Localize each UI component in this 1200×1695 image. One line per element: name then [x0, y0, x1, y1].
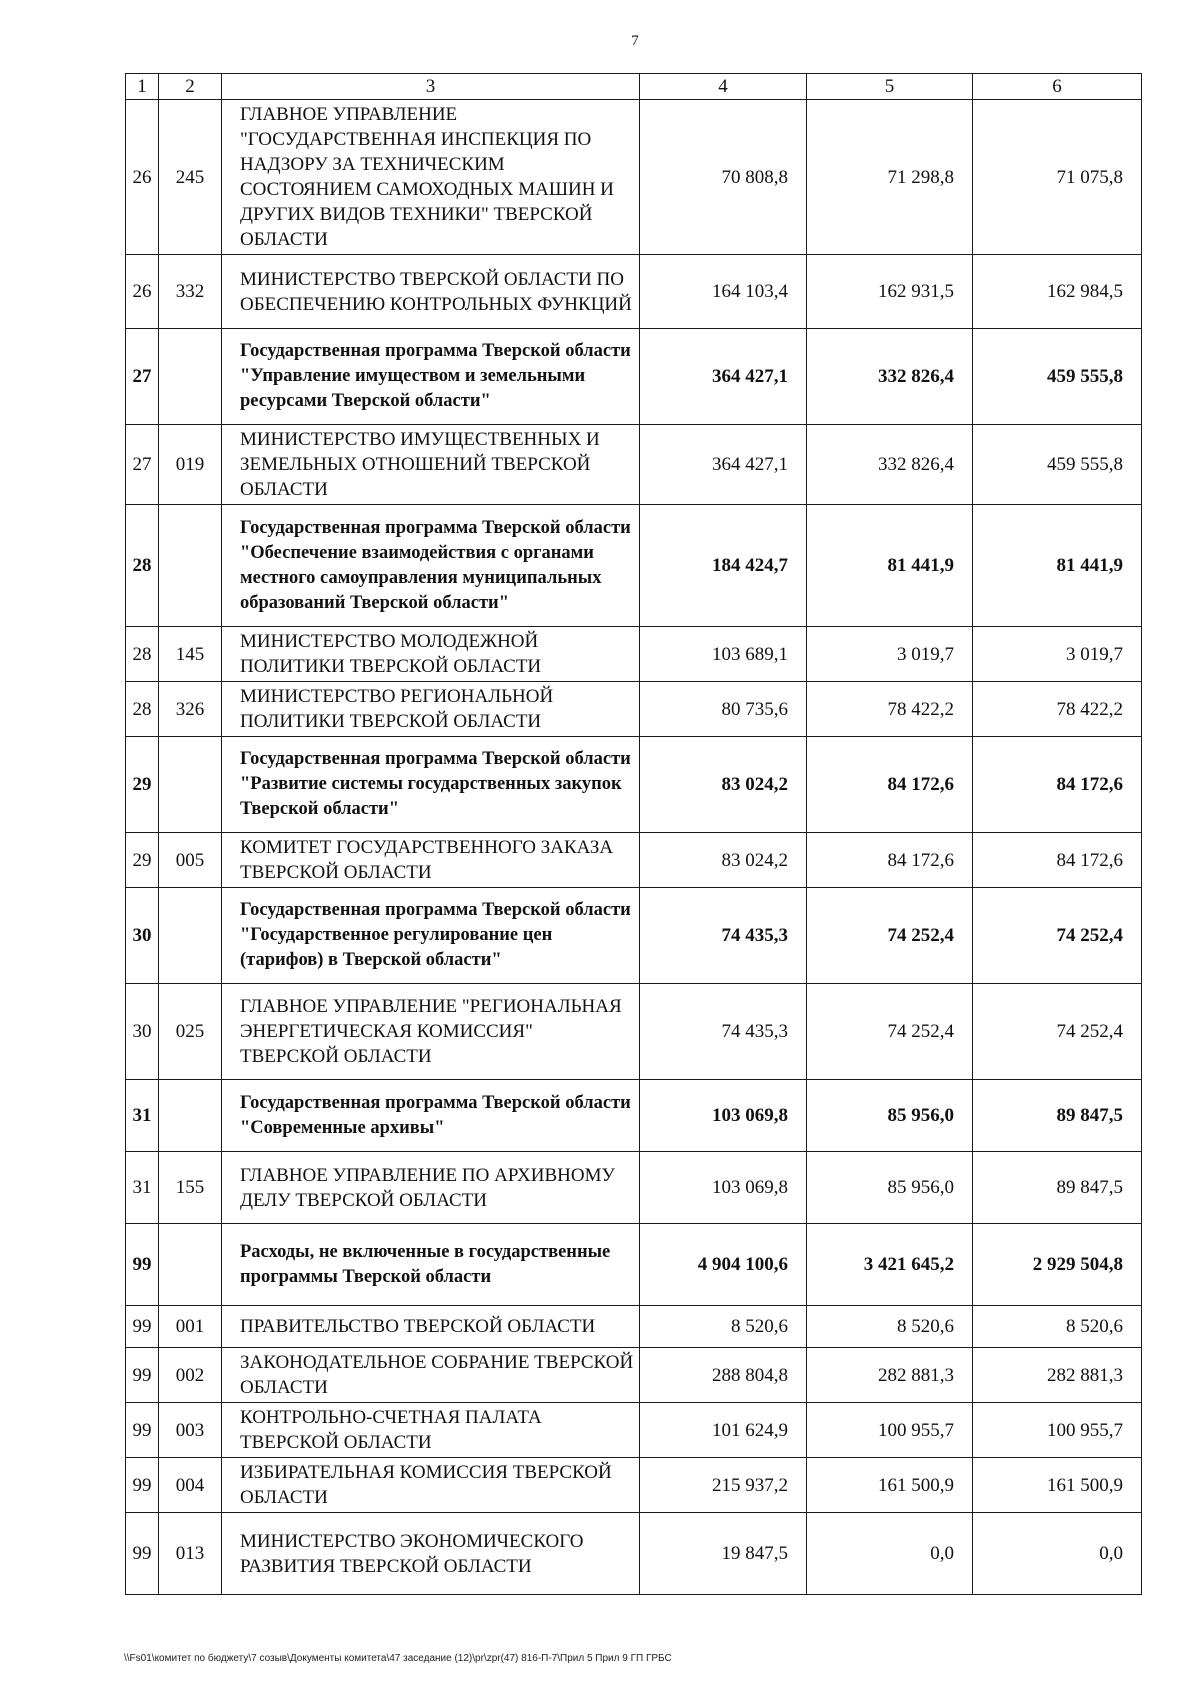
- row-number-cell: 26: [126, 255, 159, 329]
- table-body: [126, 100, 1142, 1595]
- amount-col6-cell: 74 252,4: [973, 888, 1142, 984]
- agency-code-cell: 145: [159, 627, 222, 682]
- agency-code-cell: 013: [159, 1513, 222, 1595]
- agency-code-cell: [159, 737, 222, 833]
- agency-row: [126, 100, 1142, 255]
- amount-col6-cell: 74 252,4: [973, 984, 1142, 1080]
- agency-row: [126, 984, 1142, 1080]
- agency-code-cell: [159, 505, 222, 627]
- row-number-cell: 99: [126, 1224, 159, 1306]
- name-cell: МИНИСТЕРСТВО ТВЕРСКОЙ ОБЛАСТИ ПО ОБЕСПЕЧЕНИЮ КОНТРОЛЬНЫХ ФУНКЦИЙ: [222, 255, 640, 329]
- agency-row: [126, 1348, 1142, 1403]
- page-number: 7: [631, 33, 639, 49]
- name-cell: КОНТРОЛЬНО-СЧЕТНАЯ ПАЛАТА ТВЕРСКОЙ ОБЛАСТИ: [222, 1403, 640, 1458]
- amount-col6-cell: 71 075,8: [973, 100, 1142, 255]
- agency-row: [126, 255, 1142, 329]
- agency-code-cell: [159, 1224, 222, 1306]
- amount-col5-cell: 85 956,0: [807, 1080, 973, 1152]
- name-cell: ГЛАВНОЕ УПРАВЛЕНИЕ "ГОСУДАРСТВЕННАЯ ИНСПЕКЦИЯ ПО НАДЗОРУ ЗА ТЕХНИЧЕСКИМ СОСТОЯНИЕМ САМОХОДНЫХ МАШИН И ДРУГИХ ВИДОВ ТЕХНИКИ" ТВЕРСКОЙ ОБЛАСТИ: [222, 100, 640, 255]
- amount-col5-cell: 81 441,9: [807, 505, 973, 627]
- amount-col4-cell: 101 624,9: [640, 1403, 807, 1458]
- amount-col5-cell: 84 172,6: [807, 833, 973, 888]
- amount-col5-cell: 85 956,0: [807, 1152, 973, 1224]
- program-row: [126, 888, 1142, 984]
- row-number-cell: 99: [126, 1513, 159, 1595]
- amount-col5-cell: 332 826,4: [807, 425, 973, 505]
- amount-col5-cell: 84 172,6: [807, 737, 973, 833]
- amount-col5-cell: 162 931,5: [807, 255, 973, 329]
- name-cell: МИНИСТЕРСТВО ИМУЩЕСТВЕННЫХ И ЗЕМЕЛЬНЫХ ОТНОШЕНИЙ ТВЕРСКОЙ ОБЛАСТИ: [222, 425, 640, 505]
- amount-col6-cell: 3 019,7: [973, 627, 1142, 682]
- amount-col6-cell: 8 520,6: [973, 1306, 1142, 1348]
- row-number-cell: 99: [126, 1306, 159, 1348]
- agency-code-cell: [159, 888, 222, 984]
- amount-col5-cell: 71 298,8: [807, 100, 973, 255]
- amount-col6-cell: 84 172,6: [973, 833, 1142, 888]
- column-header-3: 3: [222, 74, 640, 100]
- amount-col6-cell: 162 984,5: [973, 255, 1142, 329]
- agency-row: [126, 833, 1142, 888]
- name-cell: Государственная программа Тверской области "Управление имуществом и земельными ресурсами Тверской области": [222, 329, 640, 425]
- amount-col6-cell: 459 555,8: [973, 329, 1142, 425]
- name-cell: ЗАКОНОДАТЕЛЬНОЕ СОБРАНИЕ ТВЕРСКОЙ ОБЛАСТИ: [222, 1348, 640, 1403]
- program-row: [126, 1080, 1142, 1152]
- row-number-cell: 30: [126, 888, 159, 984]
- amount-col4-cell: 288 804,8: [640, 1348, 807, 1403]
- name-cell: Государственная программа Тверской области "Обеспечение взаимодействия с органами местного самоуправления муниципальных образований Тверской области": [222, 505, 640, 627]
- column-header-4: 4: [640, 74, 807, 100]
- amount-col5-cell: 78 422,2: [807, 682, 973, 737]
- name-cell: ПРАВИТЕЛЬСТВО ТВЕРСКОЙ ОБЛАСТИ: [222, 1306, 640, 1348]
- agency-code-cell: 332: [159, 255, 222, 329]
- agency-row: [126, 627, 1142, 682]
- agency-code-cell: [159, 1080, 222, 1152]
- agency-row: [126, 682, 1142, 737]
- footer-file-path: \\Fs01\комитет по бюджету\7 созыв\Документы комитета\47 заседание (12)\pr\zpr(47) 816-П-7\Прил 5 Прил 9 ГП ГРБС: [124, 1653, 672, 1664]
- agency-row: [126, 1513, 1142, 1595]
- column-header-5: 5: [807, 74, 973, 100]
- budget-table-container: [125, 73, 1141, 1595]
- agency-code-cell: 004: [159, 1458, 222, 1513]
- amount-col4-cell: 164 103,4: [640, 255, 807, 329]
- amount-col4-cell: 83 024,2: [640, 833, 807, 888]
- program-row: [126, 329, 1142, 425]
- column-number-header-row: [126, 74, 1142, 100]
- amount-col4-cell: 4 904 100,6: [640, 1224, 807, 1306]
- name-cell: ГЛАВНОЕ УПРАВЛЕНИЕ ПО АРХИВНОМУ ДЕЛУ ТВЕРСКОЙ ОБЛАСТИ: [222, 1152, 640, 1224]
- agency-row: [126, 1306, 1142, 1348]
- name-cell: ГЛАВНОЕ УПРАВЛЕНИЕ "РЕГИОНАЛЬНАЯ ЭНЕРГЕТИЧЕСКАЯ КОМИССИЯ" ТВЕРСКОЙ ОБЛАСТИ: [222, 984, 640, 1080]
- column-header-2: 2: [159, 74, 222, 100]
- amount-col4-cell: 103 069,8: [640, 1080, 807, 1152]
- row-number-cell: 99: [126, 1403, 159, 1458]
- name-cell: МИНИСТЕРСТВО МОЛОДЕЖНОЙ ПОЛИТИКИ ТВЕРСКОЙ ОБЛАСТИ: [222, 627, 640, 682]
- amount-col4-cell: 74 435,3: [640, 984, 807, 1080]
- amount-col4-cell: 103 069,8: [640, 1152, 807, 1224]
- row-number-cell: 27: [126, 329, 159, 425]
- amount-col6-cell: 0,0: [973, 1513, 1142, 1595]
- row-number-cell: 28: [126, 505, 159, 627]
- amount-col4-cell: 80 735,6: [640, 682, 807, 737]
- amount-col6-cell: 81 441,9: [973, 505, 1142, 627]
- name-cell: МИНИСТЕРСТВО ЭКОНОМИЧЕСКОГО РАЗВИТИЯ ТВЕРСКОЙ ОБЛАСТИ: [222, 1513, 640, 1595]
- agency-row: [126, 1152, 1142, 1224]
- amount-col5-cell: 74 252,4: [807, 888, 973, 984]
- amount-col4-cell: 70 808,8: [640, 100, 807, 255]
- amount-col4-cell: 364 427,1: [640, 425, 807, 505]
- amount-col5-cell: 3 421 645,2: [807, 1224, 973, 1306]
- budget-table: [125, 73, 1142, 1595]
- amount-col4-cell: 19 847,5: [640, 1513, 807, 1595]
- row-number-cell: 26: [126, 100, 159, 255]
- amount-col6-cell: 100 955,7: [973, 1403, 1142, 1458]
- agency-code-cell: 001: [159, 1306, 222, 1348]
- name-cell: ИЗБИРАТЕЛЬНАЯ КОМИССИЯ ТВЕРСКОЙ ОБЛАСТИ: [222, 1458, 640, 1513]
- amount-col6-cell: 84 172,6: [973, 737, 1142, 833]
- agency-code-cell: 155: [159, 1152, 222, 1224]
- row-number-cell: 99: [126, 1458, 159, 1513]
- amount-col6-cell: 89 847,5: [973, 1080, 1142, 1152]
- agency-row: [126, 425, 1142, 505]
- row-number-cell: 29: [126, 833, 159, 888]
- amount-col4-cell: 74 435,3: [640, 888, 807, 984]
- amount-col5-cell: 3 019,7: [807, 627, 973, 682]
- amount-col6-cell: 78 422,2: [973, 682, 1142, 737]
- name-cell: Государственная программа Тверской области "Государственное регулирование цен (тарифов) в Тверской области": [222, 888, 640, 984]
- amount-col6-cell: 282 881,3: [973, 1348, 1142, 1403]
- amount-col6-cell: 89 847,5: [973, 1152, 1142, 1224]
- agency-code-cell: 019: [159, 425, 222, 505]
- agency-code-cell: 245: [159, 100, 222, 255]
- agency-code-cell: 003: [159, 1403, 222, 1458]
- amount-col4-cell: 103 689,1: [640, 627, 807, 682]
- amount-col5-cell: 282 881,3: [807, 1348, 973, 1403]
- name-cell: Расходы, не включенные в государственные программы Тверской области: [222, 1224, 640, 1306]
- row-number-cell: 28: [126, 682, 159, 737]
- amount-col5-cell: 161 500,9: [807, 1458, 973, 1513]
- amount-col4-cell: 364 427,1: [640, 329, 807, 425]
- row-number-cell: 99: [126, 1348, 159, 1403]
- amount-col5-cell: 0,0: [807, 1513, 973, 1595]
- amount-col4-cell: 8 520,6: [640, 1306, 807, 1348]
- agency-row: [126, 1458, 1142, 1513]
- row-number-cell: 28: [126, 627, 159, 682]
- amount-col6-cell: 2 929 504,8: [973, 1224, 1142, 1306]
- row-number-cell: 31: [126, 1152, 159, 1224]
- program-row: [126, 1224, 1142, 1306]
- agency-code-cell: 025: [159, 984, 222, 1080]
- amount-col6-cell: 161 500,9: [973, 1458, 1142, 1513]
- program-row: [126, 505, 1142, 627]
- amount-col6-cell: 459 555,8: [973, 425, 1142, 505]
- column-header-6: 6: [973, 74, 1142, 100]
- row-number-cell: 29: [126, 737, 159, 833]
- amount-col4-cell: 215 937,2: [640, 1458, 807, 1513]
- row-number-cell: 30: [126, 984, 159, 1080]
- amount-col4-cell: 83 024,2: [640, 737, 807, 833]
- amount-col5-cell: 74 252,4: [807, 984, 973, 1080]
- column-header-1: 1: [126, 74, 159, 100]
- row-number-cell: 31: [126, 1080, 159, 1152]
- program-row: [126, 737, 1142, 833]
- agency-code-cell: [159, 329, 222, 425]
- name-cell: КОМИТЕТ ГОСУДАРСТВЕННОГО ЗАКАЗА ТВЕРСКОЙ ОБЛАСТИ: [222, 833, 640, 888]
- agency-code-cell: 005: [159, 833, 222, 888]
- agency-row: [126, 1403, 1142, 1458]
- amount-col5-cell: 332 826,4: [807, 329, 973, 425]
- agency-code-cell: 326: [159, 682, 222, 737]
- agency-code-cell: 002: [159, 1348, 222, 1403]
- name-cell: МИНИСТЕРСТВО РЕГИОНАЛЬНОЙ ПОЛИТИКИ ТВЕРСКОЙ ОБЛАСТИ: [222, 682, 640, 737]
- amount-col5-cell: 100 955,7: [807, 1403, 973, 1458]
- amount-col4-cell: 184 424,7: [640, 505, 807, 627]
- row-number-cell: 27: [126, 425, 159, 505]
- amount-col5-cell: 8 520,6: [807, 1306, 973, 1348]
- name-cell: Государственная программа Тверской области "Развитие системы государственных закупок Тверской области": [222, 737, 640, 833]
- name-cell: Государственная программа Тверской области "Современные архивы": [222, 1080, 640, 1152]
